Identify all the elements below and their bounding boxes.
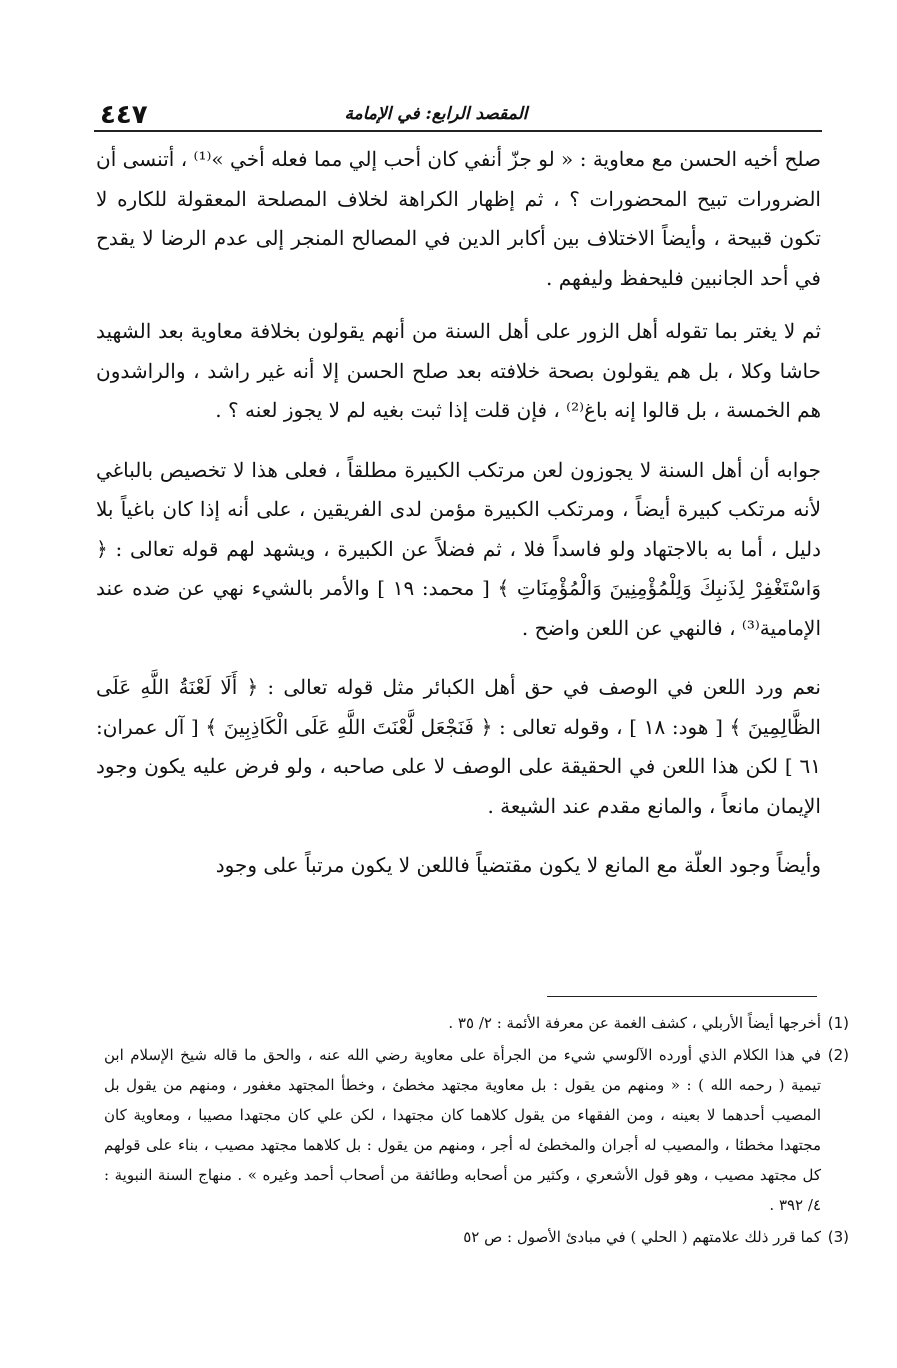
paragraph: نعم ورد اللعن في الوصف في حق أهل الكبائر مثل قوله تعالى : ﴿ أَلَا لَعْنَةُ اللَّهِ عَلَى الظَّالِمِينَ ﴾ [ هود: ١٨ ] ، وقوله تعالى : ﴿ فَنَجْعَل لَّعْنَتَ اللَّهِ عَلَى الْكَاذِبِينَ ﴾ [ آل عمران: ٦١ ] لكن هذا اللعن في الحقيقة على الوصف لا على صاحبه ، ولو فرض عليه يكون وجود الإيمان مانعاً ، والمانع مقدم عند الشيعة . <box>96 675 821 818</box>
footnote-text: في هذا الكلام الذي أورده الآلوسي شيء من الجرأة على معاوية رضي الله عنه ، والحق ما قاله شيخ الإسلام ابن تيمية ( رحمه الله ) : « ومنهم من يقول : بل معاوية مجتهد مخطئ ، وخطأ المجتهد مغفور ، ومنهم من يقول بل المصيب أحدهما لا بعينه ، ومن الفقهاء من يقول كلاهما كان مجتهدا ، لكن علي كان مجتهدا مصيبا ، ومعاوية كان مجتهدا مخطئا ، والمصيب له أجران والمخطئ له أجر ، ومنهم من يقول : بل كلاهما مجتهد مصيب ، بناء على قولهم كل مجتهد مصيب ، وهو قول الأشعري ، وكثير من أصحابه وطائفة من أصحاب أحمد وغيره » . منهاج السنة النبوية : ٤/ ٣٩٢ . <box>104 1046 821 1214</box>
footnote-number: (1) <box>827 1014 849 1032</box>
header-divider <box>94 130 822 132</box>
footnote-text: كما قرر ذلك علامتهم ( الحلي ) في مبادئ الأصول : ص ٥٢ <box>463 1228 821 1246</box>
footnote <box>104 1222 849 1252</box>
main-text <box>96 140 821 906</box>
page-header <box>96 96 820 132</box>
footnote-text: أخرجها أيضاً الأربلي ، كشف الغمة عن معرفة الأئمة : ٢/ ٣٥ . <box>448 1014 821 1032</box>
footnotes <box>104 1008 849 1254</box>
footnote <box>104 1008 849 1038</box>
paragraph: وأيضاً وجود العلّة مع المانع لا يكون مقتضياً فاللعن لا يكون مرتباً على وجود <box>215 853 821 877</box>
footnote <box>104 1040 849 1220</box>
running-title: المقصد الرابع: في الإمامة <box>344 104 528 124</box>
page-number: ٤٤٧ <box>100 100 148 130</box>
paragraph: ثم لا يغتر بما تقوله أهل الزور على أهل السنة من أنهم يقولون بخلافة معاوية بعد الشهيد حاشا وكلا ، بل هم يقولون بصحة خلافته بعد صلح الحسن إلا أنه غير راشد ، والراشدون هم الخمسة ، بل قالوا إنه باغ⁽²⁾ ، فإن قلت إذا ثبت بغيه لم لا يجوز لعنه ؟ . <box>96 319 821 422</box>
paragraph: صلح أخيه الحسن مع معاوية : « لو جزّ أنفي كان أحب إلي مما فعله أخي »⁽¹⁾ ، أتنسى أن الضرورات تبيح المحضورات ؟ ، ثم إظهار الكراهة لخلاف المصلحة المعقولة للكاره لا تكون قبيحة ، وأيضاً الاختلاف بين أكابر الدين في المصالح المنجر إلى عدم الرضا لا يقدح في أحد الجانبين فليحفظ وليفهم . <box>96 147 821 290</box>
footnote-divider <box>547 996 817 997</box>
footnote-number: (3) <box>827 1228 849 1246</box>
footnote-number: (2) <box>827 1046 849 1064</box>
paragraph: جوابه أن أهل السنة لا يجوزون لعن مرتكب الكبيرة مطلقاً ، فعلى هذا لا تخصيص بالباغي لأنه مرتكب كبيرة أيضاً ، ومرتكب الكبيرة مؤمن لدى الفريقين ، على أنه إذا كان باغياً بلا دليل ، أما به بالاجتهاد ولو فاسداً فلا ، ثم فضلاً عن الكبيرة ، ويشهد لهم قوله تعالى : ﴿ وَاسْتَغْفِرْ لِذَنبِكَ وَلِلْمُؤْمِنِينَ وَالْمُؤْمِنَاتِ ﴾ [ محمد: ١٩ ] والأمر بالشيء نهي عن ضده عند الإمامية⁽³⁾ ، فالنهي عن اللعن واضح . <box>96 457 822 640</box>
